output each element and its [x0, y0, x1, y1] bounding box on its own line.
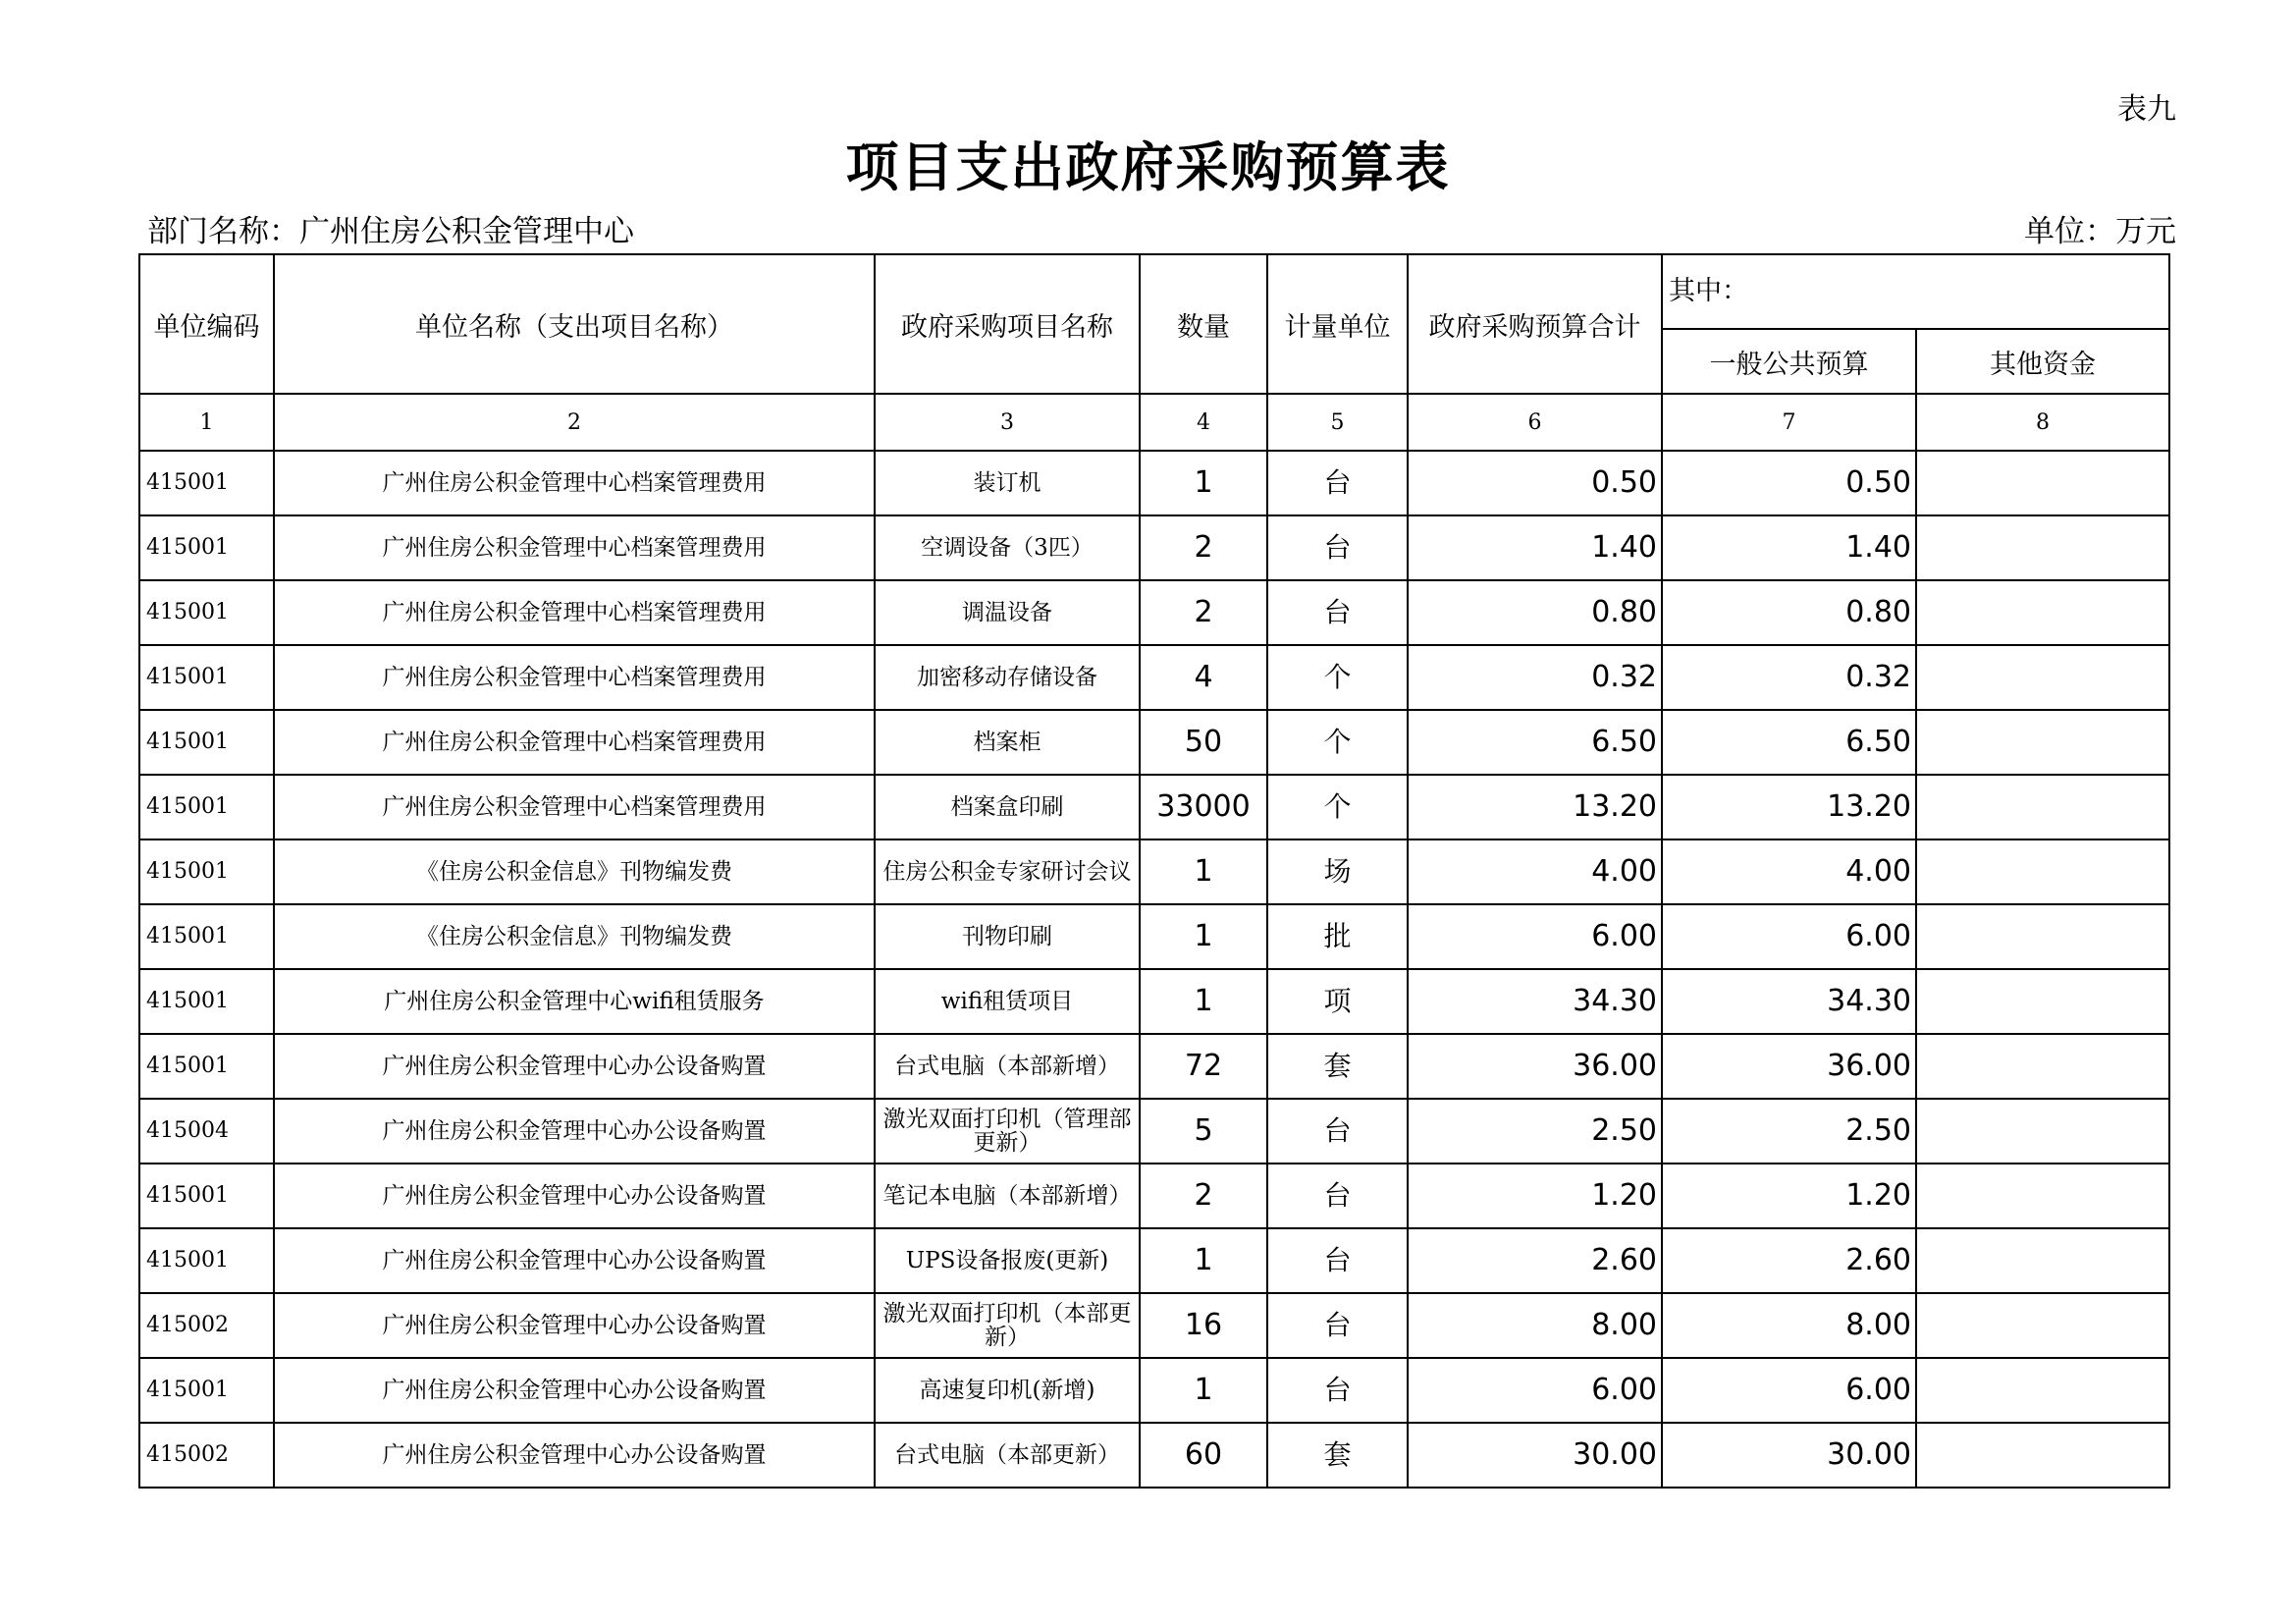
cell-budget-total: 1.20 — [1408, 1164, 1662, 1228]
cell-measure-unit: 台 — [1267, 1164, 1408, 1228]
table-row — [139, 645, 2169, 710]
cell-measure-unit: 台 — [1267, 451, 1408, 515]
cell-other-funds — [1916, 969, 2169, 1034]
cell-quantity: 1 — [1140, 904, 1267, 969]
cell-measure-unit: 个 — [1267, 710, 1408, 775]
cell-quantity: 4 — [1140, 645, 1267, 710]
cell-unit-code: 415001 — [139, 580, 274, 645]
cell-budget-total: 30.00 — [1408, 1423, 1662, 1488]
cell-general-budget: 6.00 — [1662, 904, 1916, 969]
cell-measure-unit: 个 — [1267, 775, 1408, 839]
cell-other-funds — [1916, 1293, 2169, 1358]
cell-procurement-item: 刊物印刷 — [875, 904, 1140, 969]
cell-procurement-item: 笔记本电脑（本部新增） — [875, 1164, 1140, 1228]
cell-general-budget: 0.32 — [1662, 645, 1916, 710]
cell-measure-unit: 场 — [1267, 839, 1408, 904]
cell-unit-code: 415001 — [139, 451, 274, 515]
cell-other-funds — [1916, 1099, 2169, 1164]
cell-unit-name: 《住房公积金信息》刊物编发费 — [274, 904, 875, 969]
cell-measure-unit: 套 — [1267, 1034, 1408, 1099]
cell-other-funds — [1916, 904, 2169, 969]
cell-quantity: 16 — [1140, 1293, 1267, 1358]
cell-unit-code: 415001 — [139, 1228, 274, 1293]
cell-procurement-item: 档案盒印刷 — [875, 775, 1140, 839]
table-row — [139, 580, 2169, 645]
column-index: 1 — [139, 394, 274, 451]
cell-quantity: 1 — [1140, 451, 1267, 515]
cell-measure-unit: 项 — [1267, 969, 1408, 1034]
cell-measure-unit: 台 — [1267, 1099, 1408, 1164]
unit-label: 单位：万元 — [2024, 214, 2176, 249]
cell-general-budget: 13.20 — [1662, 775, 1916, 839]
cell-quantity: 1 — [1140, 1228, 1267, 1293]
table-row — [139, 451, 2169, 515]
col-header-code: 单位编码 — [139, 254, 274, 394]
table-row — [139, 839, 2169, 904]
cell-unit-name: 广州住房公积金管理中心办公设备购置 — [274, 1099, 875, 1164]
col-header-general: 一般公共预算 — [1662, 329, 1916, 394]
cell-other-funds — [1916, 1034, 2169, 1099]
table-row — [139, 1358, 2169, 1423]
cell-unit-code: 415001 — [139, 904, 274, 969]
cell-procurement-item: 高速复印机(新增) — [875, 1358, 1140, 1423]
cell-other-funds — [1916, 580, 2169, 645]
cell-other-funds — [1916, 515, 2169, 580]
cell-general-budget: 2.50 — [1662, 1099, 1916, 1164]
table-row — [139, 904, 2169, 969]
cell-unit-code: 415004 — [139, 1099, 274, 1164]
cell-procurement-item: 档案柜 — [875, 710, 1140, 775]
cell-unit-name: 广州住房公积金管理中心档案管理费用 — [274, 451, 875, 515]
cell-procurement-item: 空调设备（3匹） — [875, 515, 1140, 580]
cell-unit-name: 广州住房公积金管理中心wifi租赁服务 — [274, 969, 875, 1034]
cell-other-funds — [1916, 1358, 2169, 1423]
cell-unit-name: 广州住房公积金管理中心办公设备购置 — [274, 1293, 875, 1358]
cell-quantity: 1 — [1140, 1358, 1267, 1423]
cell-other-funds — [1916, 1423, 2169, 1488]
department-name: 部门名称：广州住房公积金管理中心 — [147, 214, 634, 249]
cell-unit-code: 415001 — [139, 710, 274, 775]
col-header-measure: 计量单位 — [1267, 254, 1408, 394]
cell-general-budget: 0.80 — [1662, 580, 1916, 645]
table-row — [139, 1423, 2169, 1488]
cell-unit-name: 广州住房公积金管理中心档案管理费用 — [274, 775, 875, 839]
cell-procurement-item: UPS设备报废(更新) — [875, 1228, 1140, 1293]
cell-unit-code: 415002 — [139, 1293, 274, 1358]
cell-other-funds — [1916, 1164, 2169, 1228]
cell-measure-unit: 台 — [1267, 580, 1408, 645]
column-index: 3 — [875, 394, 1140, 451]
cell-unit-name: 广州住房公积金管理中心办公设备购置 — [274, 1164, 875, 1228]
cell-quantity: 2 — [1140, 1164, 1267, 1228]
cell-budget-total: 6.50 — [1408, 710, 1662, 775]
cell-budget-total: 34.30 — [1408, 969, 1662, 1034]
cell-other-funds — [1916, 710, 2169, 775]
cell-procurement-item: 激光双面打印机（本部更新） — [875, 1293, 1140, 1358]
table-row — [139, 710, 2169, 775]
col-header-name: 单位名称（支出项目名称） — [274, 254, 875, 394]
cell-measure-unit: 台 — [1267, 1293, 1408, 1358]
cell-quantity: 60 — [1140, 1423, 1267, 1488]
cell-budget-total: 0.80 — [1408, 580, 1662, 645]
cell-budget-total: 8.00 — [1408, 1293, 1662, 1358]
cell-other-funds — [1916, 1228, 2169, 1293]
cell-budget-total: 13.20 — [1408, 775, 1662, 839]
cell-measure-unit: 台 — [1267, 515, 1408, 580]
cell-budget-total: 2.50 — [1408, 1099, 1662, 1164]
cell-measure-unit: 批 — [1267, 904, 1408, 969]
cell-procurement-item: 台式电脑（本部新增） — [875, 1034, 1140, 1099]
cell-budget-total: 0.32 — [1408, 645, 1662, 710]
cell-unit-code: 415001 — [139, 645, 274, 710]
col-header-of-which: 其中： — [1662, 254, 2169, 329]
col-header-total: 政府采购预算合计 — [1408, 254, 1662, 394]
cell-quantity: 2 — [1140, 515, 1267, 580]
cell-other-funds — [1916, 839, 2169, 904]
cell-procurement-item: 调温设备 — [875, 580, 1140, 645]
cell-unit-name: 广州住房公积金管理中心办公设备购置 — [274, 1358, 875, 1423]
cell-general-budget: 6.00 — [1662, 1358, 1916, 1423]
cell-general-budget: 0.50 — [1662, 451, 1916, 515]
cell-quantity: 5 — [1140, 1099, 1267, 1164]
table-row — [139, 1293, 2169, 1358]
cell-unit-code: 415001 — [139, 515, 274, 580]
cell-unit-code: 415001 — [139, 775, 274, 839]
table-number: 表九 — [2117, 92, 2176, 127]
table-row — [139, 1099, 2169, 1164]
column-index: 7 — [1662, 394, 1916, 451]
cell-unit-code: 415001 — [139, 969, 274, 1034]
cell-quantity: 50 — [1140, 710, 1267, 775]
cell-quantity: 33000 — [1140, 775, 1267, 839]
column-index-row — [139, 394, 2169, 451]
table-row — [139, 1034, 2169, 1099]
procurement-budget-table — [138, 253, 2170, 1489]
col-header-qty: 数量 — [1140, 254, 1267, 394]
table-row — [139, 515, 2169, 580]
cell-quantity: 2 — [1140, 580, 1267, 645]
cell-unit-name: 广州住房公积金管理中心档案管理费用 — [274, 710, 875, 775]
cell-budget-total: 1.40 — [1408, 515, 1662, 580]
cell-budget-total: 36.00 — [1408, 1034, 1662, 1099]
cell-budget-total: 6.00 — [1408, 904, 1662, 969]
column-index: 5 — [1267, 394, 1408, 451]
cell-procurement-item: 加密移动存储设备 — [875, 645, 1140, 710]
cell-budget-total: 2.60 — [1408, 1228, 1662, 1293]
header-row — [139, 254, 2169, 329]
table-row — [139, 969, 2169, 1034]
cell-budget-total: 4.00 — [1408, 839, 1662, 904]
cell-general-budget: 6.50 — [1662, 710, 1916, 775]
cell-measure-unit: 套 — [1267, 1423, 1408, 1488]
cell-general-budget: 1.40 — [1662, 515, 1916, 580]
cell-unit-code: 415001 — [139, 1358, 274, 1423]
cell-quantity: 1 — [1140, 839, 1267, 904]
cell-measure-unit: 个 — [1267, 645, 1408, 710]
cell-unit-code: 415001 — [139, 839, 274, 904]
cell-procurement-item: 台式电脑（本部更新） — [875, 1423, 1140, 1488]
table-row — [139, 1164, 2169, 1228]
cell-unit-name: 广州住房公积金管理中心档案管理费用 — [274, 645, 875, 710]
cell-general-budget: 34.30 — [1662, 969, 1916, 1034]
cell-unit-code: 415001 — [139, 1034, 274, 1099]
column-index: 4 — [1140, 394, 1267, 451]
cell-other-funds — [1916, 645, 2169, 710]
cell-budget-total: 0.50 — [1408, 451, 1662, 515]
cell-general-budget: 1.20 — [1662, 1164, 1916, 1228]
col-header-item: 政府采购项目名称 — [875, 254, 1140, 394]
column-index: 6 — [1408, 394, 1662, 451]
col-header-other: 其他资金 — [1916, 329, 2169, 394]
table-row — [139, 1228, 2169, 1293]
page-title: 项目支出政府采购预算表 — [845, 135, 1451, 198]
column-index: 2 — [274, 394, 875, 451]
cell-measure-unit: 台 — [1267, 1358, 1408, 1423]
cell-procurement-item: wifi租赁项目 — [875, 969, 1140, 1034]
cell-unit-name: 广州住房公积金管理中心办公设备购置 — [274, 1423, 875, 1488]
cell-unit-name: 广州住房公积金管理中心办公设备购置 — [274, 1034, 875, 1099]
cell-unit-name: 《住房公积金信息》刊物编发费 — [274, 839, 875, 904]
cell-measure-unit: 台 — [1267, 1228, 1408, 1293]
cell-unit-code: 415001 — [139, 1164, 274, 1228]
cell-quantity: 1 — [1140, 969, 1267, 1034]
column-index: 8 — [1916, 394, 2169, 451]
cell-other-funds — [1916, 451, 2169, 515]
cell-general-budget: 4.00 — [1662, 839, 1916, 904]
cell-procurement-item: 激光双面打印机（管理部更新） — [875, 1099, 1140, 1164]
cell-general-budget: 36.00 — [1662, 1034, 1916, 1099]
cell-procurement-item: 装订机 — [875, 451, 1140, 515]
cell-budget-total: 6.00 — [1408, 1358, 1662, 1423]
cell-unit-code: 415002 — [139, 1423, 274, 1488]
cell-other-funds — [1916, 775, 2169, 839]
table-row — [139, 775, 2169, 839]
cell-general-budget: 8.00 — [1662, 1293, 1916, 1358]
cell-quantity: 72 — [1140, 1034, 1267, 1099]
cell-procurement-item: 住房公积金专家研讨会议 — [875, 839, 1140, 904]
cell-general-budget: 2.60 — [1662, 1228, 1916, 1293]
cell-unit-name: 广州住房公积金管理中心档案管理费用 — [274, 515, 875, 580]
cell-unit-name: 广州住房公积金管理中心档案管理费用 — [274, 580, 875, 645]
cell-unit-name: 广州住房公积金管理中心办公设备购置 — [274, 1228, 875, 1293]
cell-general-budget: 30.00 — [1662, 1423, 1916, 1488]
